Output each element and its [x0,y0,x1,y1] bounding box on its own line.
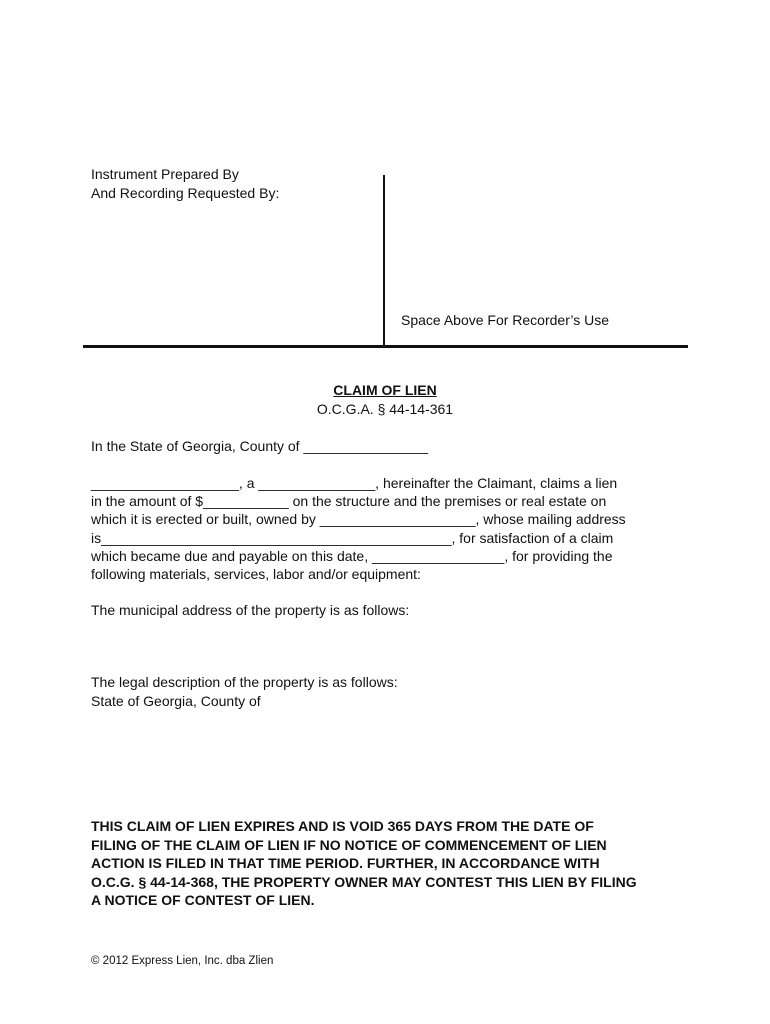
prepared-by-line: Instrument Prepared By [91,166,239,182]
body-line: ___________________, a _______________, hereinafter the Claimant, claims a lien [91,475,618,491]
legal-state-county-line: State of Georgia, County of [91,692,261,709]
warning-line: THIS CLAIM OF LIEN EXPIRES AND IS VOID 365 DAYS FROM THE DATE OF [91,818,594,834]
legal-description-block [91,673,398,710]
warning-line: ACTION IS FILED IN THAT TIME PERIOD. FURTHER, IN ACCORDANCE WITH [91,855,600,871]
statute-reference: O.C.G.A. § 44-14-361 [316,401,454,417]
warning-line: A NOTICE OF CONTEST OF LIEN. [91,892,315,908]
vertical-divider [383,175,385,347]
expiration-warning [91,818,637,911]
prepared-by-block [91,165,279,202]
recorder-use-label: Space Above For Recorder’s Use [401,312,610,328]
body-line: in the amount of $___________ on the structure and the premises or real estate on [91,493,607,510]
body-line: which became due and payable on this date, _________________, for providing the [91,547,613,564]
state-county-line: In the State of Georgia, County of ________________ [91,438,429,454]
municipal-address-label: The municipal address of the property is as follows: [91,602,410,618]
legal-description-label: The legal description of the property is as follows: [91,674,398,690]
horizontal-divider [83,345,688,348]
body-line: is_____________________________________________, for satisfaction of a claim [91,529,614,546]
recording-requested-line: And Recording Requested By: [91,184,280,201]
document-title: CLAIM OF LIEN [333,382,437,398]
warning-line: O.C.G. § 44-14-368, THE PROPERTY OWNER MAY CONTEST THIS LIEN BY FILING [91,873,637,890]
warning-line: FILING OF THE CLAIM OF LIEN IF NO NOTICE OF COMMENCEMENT OF LIEN [91,836,607,853]
body-line: which it is erected or built, owned by ____________________, whose mailing address [91,511,626,528]
claim-body [91,474,626,583]
copyright-footer: © 2012 Express Lien, Inc. dba Zlien [91,955,274,967]
body-line: following materials, services, labor and/or equipment: [91,565,421,582]
